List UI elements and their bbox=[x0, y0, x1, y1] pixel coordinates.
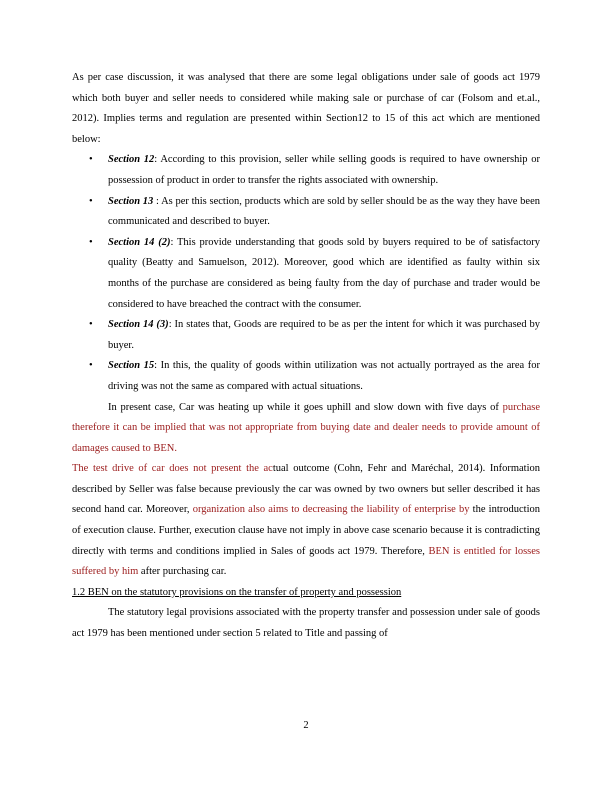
highlighted-text: purchase therefore it can be implied that was not appropriate from buying date and dealer needs to provide amount of damages caused to BEN. bbox=[72, 401, 540, 454]
test-drive-paragraph bbox=[72, 459, 540, 583]
bullet-icon: • bbox=[89, 319, 93, 331]
list-item bbox=[72, 233, 540, 315]
section-label: Section 15 bbox=[108, 360, 155, 372]
section-list bbox=[72, 150, 540, 397]
body-text: tual outcome (Cohn, Fehr and Maréchal, 2014). Information described by Seller was false because previously the car was owned by two owners but seller described it has second hand car. Moreover, bbox=[72, 463, 540, 516]
document-page bbox=[72, 68, 540, 645]
bullet-icon: • bbox=[89, 154, 93, 166]
bullet-icon: • bbox=[89, 360, 93, 372]
intro-paragraph: As per case discussion, it was analysed that there are some legal obligations under sale of goods act 1979 which both buyer and seller needs to considered while making sale or purchase of car (Folsom and et.al., 2012). Implies terms and regulation are presented within Section12 to 15 of this act which are mentioned below: bbox=[72, 72, 540, 145]
page-number: 2 bbox=[303, 720, 309, 731]
section-label: Section 12 bbox=[108, 154, 155, 166]
list-item bbox=[72, 150, 540, 191]
section-heading: 1.2 BEN on the statutory provisions on the transfer of property and possession bbox=[72, 586, 402, 598]
section-text: : This provide understanding that goods sold by buyers required to be of satisfactory quality (Beatty and Samuelson, 2012). Moreover, good which are identified as faulty within six months of the purchase are considered as being faulty from the day of purchase and trader would be considered to have breached the contract with the consumer. bbox=[108, 236, 540, 310]
section-label: Section 14 (2) bbox=[108, 236, 171, 248]
section-label: Section 14 (3) bbox=[108, 319, 169, 331]
section-text: : In this, the quality of goods within utilization was not actually portrayed as the area for driving was not the same as compared with actual situations. bbox=[108, 360, 540, 392]
list-item bbox=[72, 356, 540, 397]
section-text: : In states that, Goods are required to be as per the intent for which it was purchased by buyer. bbox=[108, 319, 541, 351]
case-paragraph bbox=[72, 398, 540, 460]
list-item bbox=[72, 315, 540, 356]
highlighted-text: organization also aims to decreasing the liability of enterprise by bbox=[192, 504, 473, 516]
statutory-paragraph: The statutory legal provisions associated with the property transfer and possession under sale of goods act 1979 has been mentioned under section 5 related to Title and passing of bbox=[72, 607, 540, 640]
list-item bbox=[72, 192, 540, 233]
body-text: after purchasing car. bbox=[138, 566, 227, 578]
body-text: the introduction of execution clause. Further, execution clause have not imply in above case scenario because it is contradicting directly with terms and conditions implied in Sales of goods act 1979. Therefore, bbox=[72, 504, 540, 557]
section-label: Section 13 bbox=[108, 195, 154, 207]
case-text: In present case, Car was heating up while it goes uphill and slow down with five days of bbox=[108, 401, 503, 413]
section-text: : As per this section, products which are sold by seller should be as the way they have been communicated and described to buyer. bbox=[108, 195, 540, 228]
bullet-icon: • bbox=[89, 236, 93, 248]
section-text: : According to this provision, seller while selling goods is required to have ownership or possession of product in order to transfer the rights associated with ownership. bbox=[108, 154, 540, 186]
highlighted-text: The test drive of car does not present the ac bbox=[72, 463, 273, 475]
bullet-icon: • bbox=[89, 195, 93, 207]
highlighted-text: BEN is entitled for losses suffered by him bbox=[72, 545, 540, 578]
